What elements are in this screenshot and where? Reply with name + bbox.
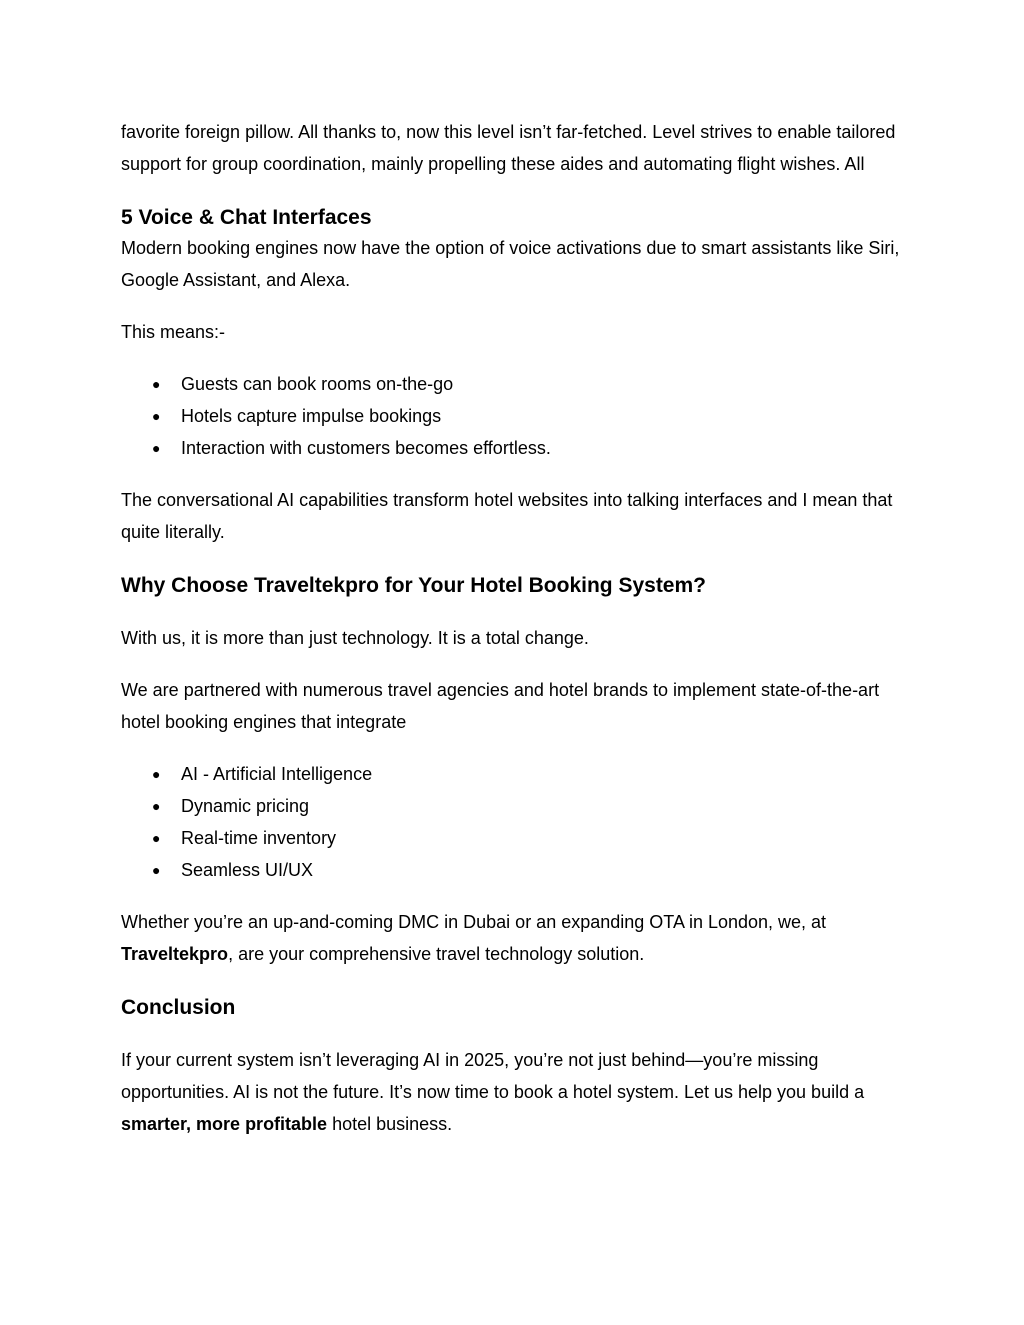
list-item: [121, 790, 911, 822]
bullet-glyph: ●: [152, 408, 161, 424]
voice-closing-paragraph: The conversational AI capabilities transform hotel websites into talking interfaces and I mean that quite literally.: [121, 490, 893, 542]
bullet-glyph: ●: [152, 862, 161, 878]
list-item: [121, 822, 911, 854]
why-closing-text-1: Whether you’re an up-and-coming DMC in Dubai or an expanding OTA in London, we, at: [121, 912, 827, 932]
this-means-label: This means:-: [121, 322, 226, 342]
list-item-text: Dynamic pricing: [181, 796, 310, 816]
why-paragraph-2: We are partnered with numerous travel agencies and hotel brands to implement state-of-the-art hotel booking engines that integrate: [121, 680, 880, 732]
bullet-glyph: ●: [152, 440, 161, 456]
conclusion-text-1: If your current system isn’t leveraging AI in 2025, you’re not just behind—you’re missing opportunities. AI is not the future. It’s now time to book a hotel system. Let us help you build a: [121, 1050, 865, 1102]
bullet-glyph: ●: [152, 830, 161, 846]
voice-benefits-list: [121, 368, 911, 464]
bullet-glyph: ●: [152, 798, 161, 814]
bullet-glyph: ●: [152, 376, 161, 392]
brand-name: Traveltekpro: [121, 944, 229, 964]
list-item-text: Real-time inventory: [181, 828, 337, 848]
document-body: [121, 116, 911, 1140]
conclusion-text-2: hotel business.: [327, 1114, 453, 1134]
list-item-text: Seamless UI/UX: [181, 860, 314, 880]
why-paragraph-1: With us, it is more than just technology. It is a total change.: [121, 628, 589, 648]
list-item: [121, 400, 911, 432]
list-item: [121, 854, 911, 886]
list-item-text: Interaction with customers becomes effortless.: [181, 438, 551, 458]
list-item-text: Hotels capture impulse bookings: [181, 406, 442, 426]
bullet-glyph: ●: [152, 766, 161, 782]
voice-chat-paragraph: Modern booking engines now have the option of voice activations due to smart assistants like Siri, Google Assistant, and Alexa.: [121, 238, 900, 290]
list-item: [121, 368, 911, 400]
list-item-text: AI - Artificial Intelligence: [181, 764, 373, 784]
intro-paragraph: favorite foreign pillow. All thanks to, now this level isn’t far-fetched. Level strives to enable tailored support for group coordination, mainly propelling these aides and automating flight wishes. All: [121, 122, 896, 174]
why-choose-heading: Why Choose Traveltekpro for Your Hotel Booking System?: [121, 574, 706, 597]
features-list: [121, 758, 911, 886]
list-item-text: Guests can book rooms on-the-go: [181, 374, 454, 394]
why-closing-text-2: , are your comprehensive travel technology solution.: [228, 944, 645, 964]
conclusion-heading: Conclusion: [121, 996, 236, 1019]
list-item: [121, 758, 911, 790]
why-closing-paragraph: [121, 906, 911, 970]
conclusion-paragraph: [121, 1044, 911, 1140]
list-item: [121, 432, 911, 464]
conclusion-bold-phrase: smarter, more profitable: [121, 1114, 328, 1134]
voice-chat-heading: 5 Voice & Chat Interfaces: [121, 206, 372, 229]
